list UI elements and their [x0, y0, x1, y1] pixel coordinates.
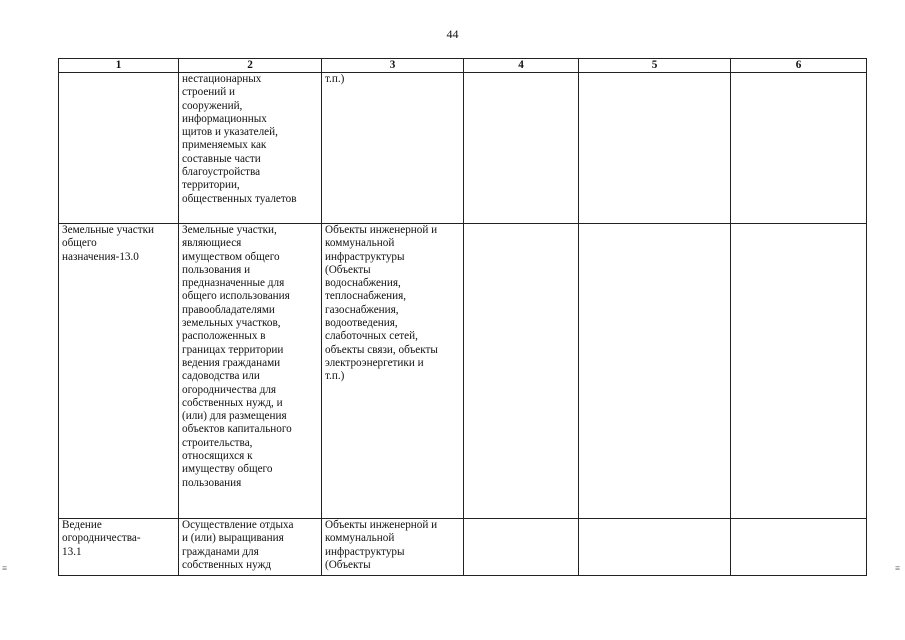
table-cell: т.п.) — [322, 73, 464, 224]
right-margin-mark: ≡ — [895, 563, 901, 573]
column-header-6: 6 — [731, 59, 867, 73]
table-cell — [464, 224, 579, 519]
table-cell — [579, 519, 731, 576]
table-cell — [731, 73, 867, 224]
table-cell — [59, 73, 179, 224]
table-cell — [464, 519, 579, 576]
table-row — [59, 224, 867, 519]
column-header-5: 5 — [579, 59, 731, 73]
page-number: 44 — [446, 27, 459, 41]
column-header-1: 1 — [59, 59, 179, 73]
table-row — [59, 73, 867, 224]
table-row — [59, 519, 867, 576]
column-header-3: 3 — [322, 59, 464, 73]
table-cell: Осуществление отдыха и (или) выращивания гражданами для собственных нужд — [179, 519, 322, 576]
table-cell — [731, 519, 867, 576]
table-cell: Земельные участки, являющиеся имуществом общего пользования и предназначенные для общего использования правообладателями земельных участков, расположенных в границах территории ведения гражданами садоводства или огородничества для собственных нужд, и (или) для размещения объектов капитального строительства, относящихся к имуществу общего пользования — [179, 224, 322, 519]
land-use-table — [58, 58, 867, 576]
column-header-4: 4 — [464, 59, 579, 73]
table-cell: Объекты инженерной и коммунальной инфраструктуры (Объекты — [322, 519, 464, 576]
table-cell — [464, 73, 579, 224]
table-cell: Земельные участки общего назначения-13.0 — [59, 224, 179, 519]
table-cell — [731, 224, 867, 519]
table-cell — [579, 224, 731, 519]
table-cell: нестационарных строений и сооружений, информационных щитов и указателей, применяемых как составные части благоустройства территории, общественных туалетов — [179, 73, 322, 224]
column-header-2: 2 — [179, 59, 322, 73]
table-cell — [579, 73, 731, 224]
table-cell: Ведение огородничества- 13.1 — [59, 519, 179, 576]
table-header-row — [59, 59, 867, 73]
table-cell: Объекты инженерной и коммунальной инфраструктуры (Объекты водоснабжения, теплоснабжения, газоснабжения, водоотведения, слаботочных сетей, объекты связи, объекты электроэнергетики и т.п.) — [322, 224, 464, 519]
left-margin-mark: ≡ — [2, 563, 8, 573]
